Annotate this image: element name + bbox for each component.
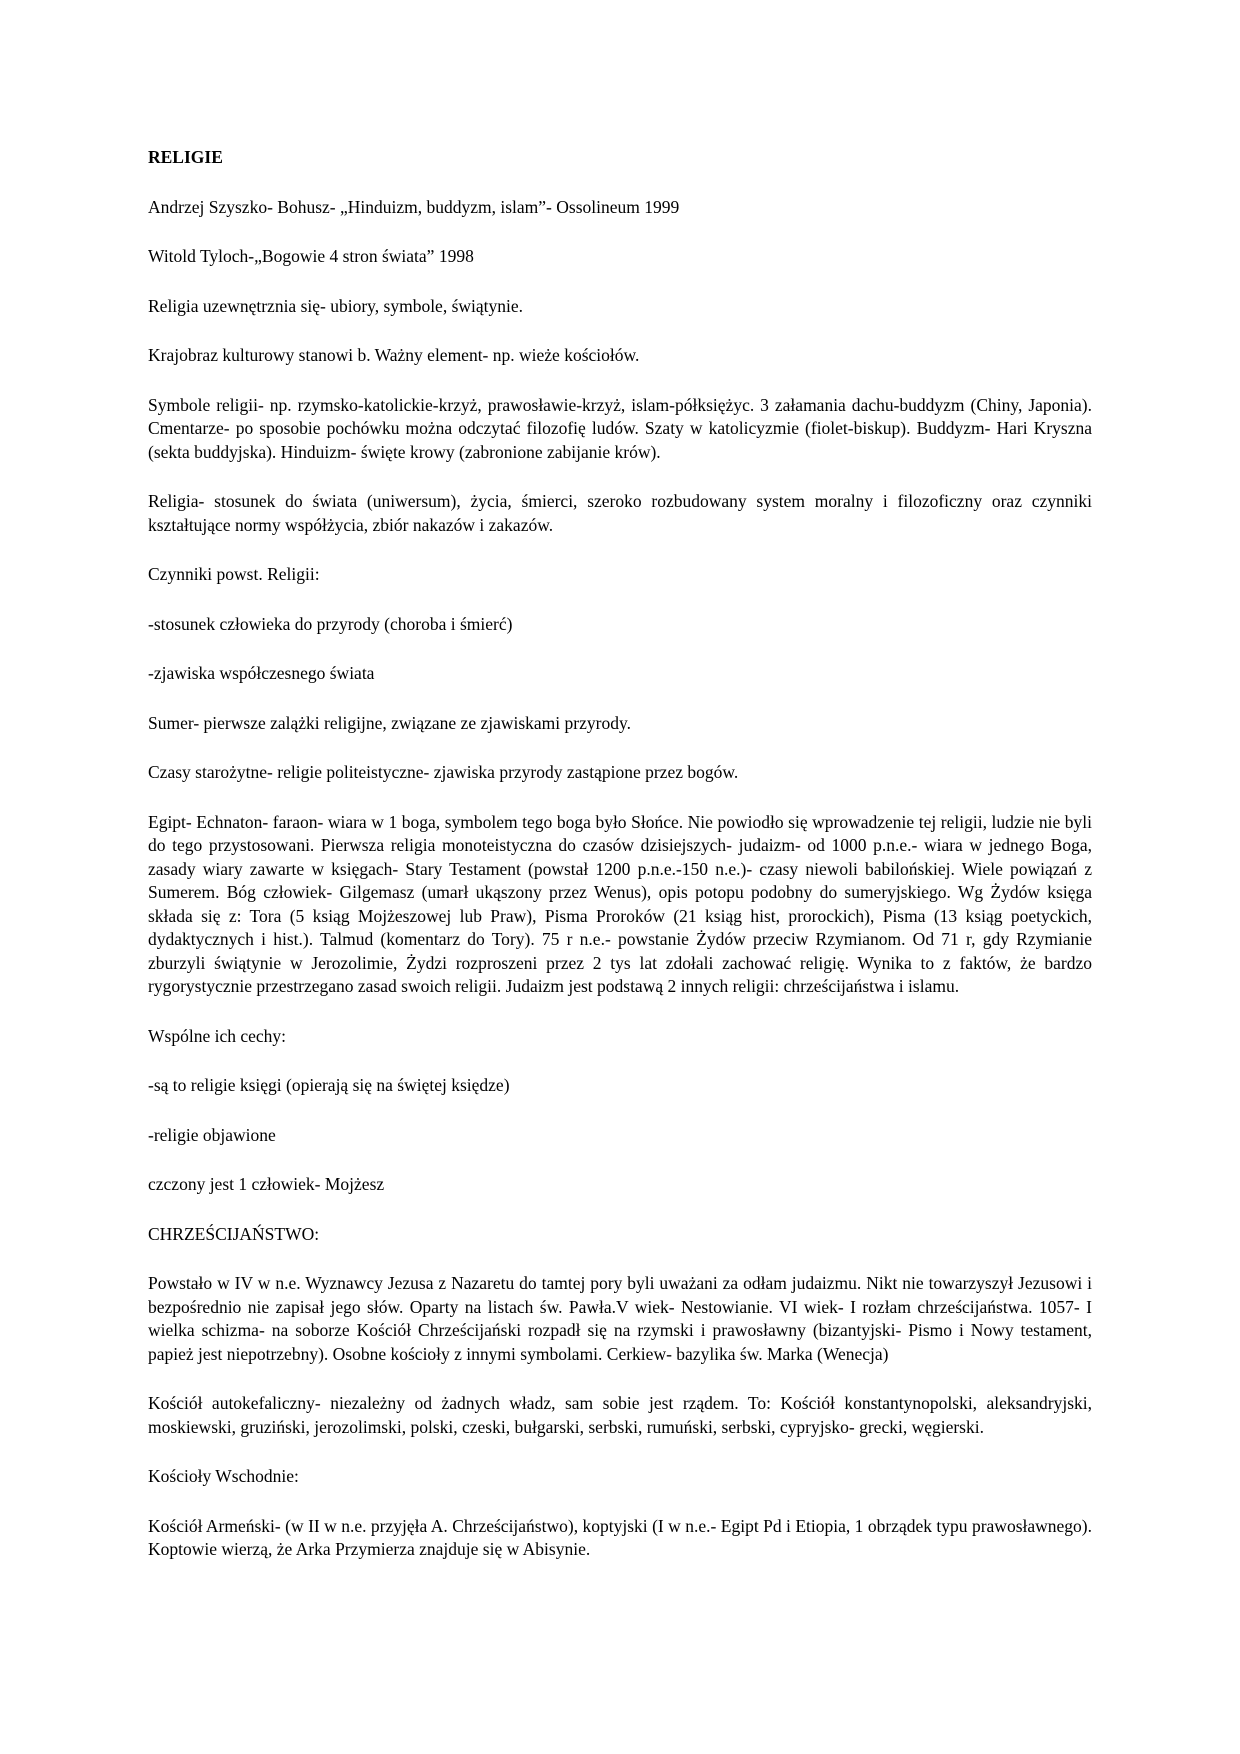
- list-item: -stosunek człowieka do przyrody (choroba i śmierć): [148, 613, 513, 634]
- paragraph: Krajobraz kulturowy stanowi b. Ważny element- np. wieże kościołów.: [148, 345, 640, 365]
- paragraph: Egipt- Echnaton- faraon- wiara w 1 boga, symbolem tego boga było Słońce. Nie powiodło się wprowadzenie tej religii, ludzie nie byli do tego przystosowani. Pierwsza religia monoteistyczna do czasów dzisiejszych- judaizm- od 1000 p.n.e.- wiara w jednego Boga, zasady wiary zawarte w księgach- Stary Testament (powstał 1200 p.n.e.-150 n.e.)- czasy niewoli babilońskiej. Wiele powiązań z Sumerem. Bóg człowiek- Gilgemasz (umarł ukąszony przez Wenus), opis potopu podobny do sumeryjskiego. Wg Żydów księga składa się z: Tora (5 ksiąg Mojżeszowej lub Praw), Pisma Proroków (21 ksiąg hist, prorockich), Pisma (13 ksiąg poetyckich, dydaktycznych i hist.). Talmud (komentarz do Tory). 75 r n.e.- powstanie Żydów przeciw Rzymianom. Od 71 r, gdy Rzymianie zburzyli świątynie w Jerozolimie, Żydzi rozproszeni przez 2 tys lat zdołali zachować religię. Wynika to z faktów, że bardzo rygorystycznie przestrzegano zasad swoich religii. Judaizm jest podstawą 2 innych religii: chrześcijaństwa i islamu.: [148, 811, 1092, 996]
- bibliography-entry: Witold Tyloch-„Bogowie 4 stron świata” 1998: [148, 246, 474, 266]
- list-item: -religie objawione: [148, 1124, 276, 1145]
- paragraph: Symbole religii- np. rzymsko-katolickie-krzyż, prawosławie-krzyż, islam-półksiężyc. 3 załamania dachu-buddyzm (Chiny, Japonia). Cmentarze- po sposobie pochówku można odczytać filozofię ludów. Szaty w katolicyzmie (fiolet-biskup). Buddyzm- Hari Kryszna (sekta buddyjska). Hinduizm- święte krowy (zabronione zabijanie krów).: [148, 394, 1092, 462]
- section-label: Wspólne ich cechy:: [148, 1025, 287, 1046]
- section-label: Czynniki powst. Religii:: [148, 564, 320, 584]
- paragraph: czczony jest 1 człowiek- Mojżesz: [148, 1174, 385, 1194]
- paragraph: Religia uzewnętrznia się- ubiory, symbole, świątynie.: [148, 295, 524, 316]
- document-title: RELIGIE: [148, 147, 223, 167]
- section-heading: CHRZEŚCIJAŃSTWO:: [148, 1223, 320, 1244]
- paragraph: Powstało w IV w n.e. Wyznawcy Jezusa z Nazaretu do tamtej pory byli uważani za odłam judaizmu. Nikt nie towarzyszył Jezusowi i bezpośrednio nie zapisał jego słów. Oparty na listach św. Pawła.V wiek- Nestowianie. VI wiek- I rozłam chrześcijaństwa. 1057- I wielka schizma- na soborze Kościół Chrześcijański rozpadł się na rzymski i prawosławny (bizantyjski- Pismo i Nowy testament, papież jest niepotrzebny). Osobne kościoły z innymi symbolami. Cerkiew- bazylika św. Marka (Wenecja): [148, 1273, 1092, 1364]
- document-body: [148, 146, 1092, 1588]
- paragraph: Religia- stosunek do świata (uniwersum), życia, śmierci, szeroko rozbudowany system moralny i filozoficzny oraz czynniki kształtujące normy współżycia, zbiór nakazów i zakazów.: [148, 491, 1092, 535]
- paragraph: Kościół autokefaliczny- niezależny od żadnych władz, sam sobie jest rządem. To: Kościół konstantynopolski, aleksandryjski, moskiewski, gruziński, jerozolimski, polski, czeski, bułgarski, serbski, rumuński, serbski, cypryjsko- grecki, węgierski.: [148, 1393, 1092, 1437]
- paragraph: Czasy starożytne- religie politeistyczne- zjawiska przyrody zastąpione przez bogów.: [148, 762, 739, 782]
- paragraph: Sumer- pierwsze zalążki religijne, związane ze zjawiskami przyrody.: [148, 712, 631, 733]
- list-item: -zjawiska współczesnego świata: [148, 663, 375, 683]
- paragraph: Kościół Armeński- (w II w n.e. przyjęła A. Chrześcijaństwo), koptyjski (I w n.e.- Egipt Pd i Etiopia, 1 obrządek typu prawosławnego). Koptowie wierzą, że Arka Przymierza znajduje się w Abisynie.: [148, 1515, 1092, 1559]
- list-item: -są to religie księgi (opierają się na świętej księdze): [148, 1075, 510, 1095]
- bibliography-entry: Andrzej Szyszko- Bohusz- „Hinduizm, buddyzm, islam”- Ossolineum 1999: [148, 196, 680, 217]
- section-label: Kościoły Wschodnie:: [148, 1466, 299, 1486]
